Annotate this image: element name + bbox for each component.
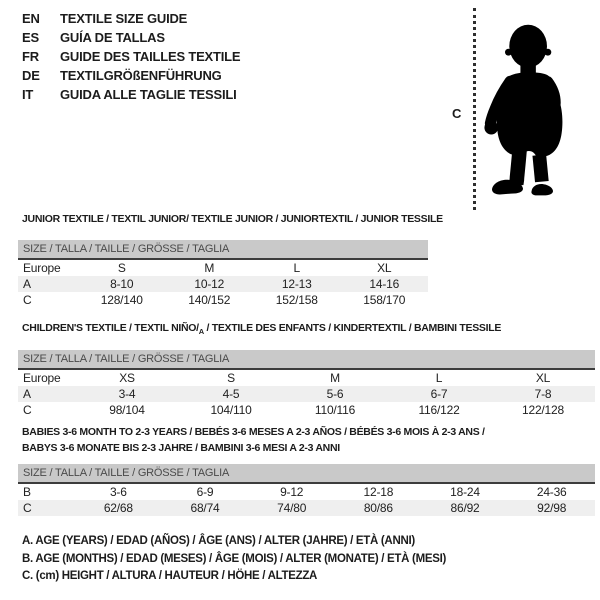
language-row-en	[22, 9, 240, 28]
language-row-fr	[22, 47, 240, 66]
table-row	[18, 292, 428, 308]
junior-section-title: JUNIOR TEXTILE / TEXTIL JUNIOR/ TEXTILE JUNIOR / JUNIORTEXTIL / JUNIOR TESSILE	[22, 213, 443, 225]
height-measure-label: C	[452, 106, 462, 121]
column-header: S	[117, 261, 126, 275]
table-header-row	[18, 260, 428, 276]
language-row-es	[22, 28, 240, 47]
footnote-b: B. AGE (MONTHS) / EDAD (MESES) / ÂGE (MOIS) / ALTER (MONATE) / ETÀ (MESI)	[22, 552, 447, 565]
cell-value: 3-4	[118, 387, 136, 401]
cell-value: 14-16	[369, 277, 400, 291]
cell-value: 62/68	[103, 501, 133, 515]
column-header: L	[435, 371, 443, 385]
cell-value: 6-7	[430, 387, 448, 401]
cell-value: 7-8	[534, 387, 552, 401]
cell-value: 98/104	[109, 403, 145, 417]
babies-title-line2: BABYS 3-6 MONATE BIS 2-3 JAHRE / BAMBINI 3-6 MESI A 2-3 ANNI	[22, 442, 340, 454]
footnote-legend	[22, 533, 446, 586]
footnote-c: C. (cm) HEIGHT / ALTURA / HAUTEUR / HÖHE / ALTEZZA	[22, 570, 318, 582]
title-part: / TEXTILE DES ENFANTS / KINDERTEXTIL / BAMBINI TESSILE	[203, 322, 502, 334]
table-header-row	[18, 370, 595, 386]
column-header: Europe	[23, 261, 61, 275]
row-label: A	[23, 277, 31, 291]
language-title-list	[22, 9, 240, 104]
cell-value: 140/152	[188, 293, 231, 307]
cell-value: 104/110	[210, 403, 252, 417]
language-code: ES	[22, 30, 39, 45]
cell-value: 8-10	[110, 277, 134, 291]
cell-value: 12-18	[363, 485, 394, 499]
cell-value: 158/170	[363, 293, 406, 307]
row-label: A	[23, 387, 31, 401]
table-row	[18, 484, 595, 500]
cell-value: 9-12	[280, 485, 304, 499]
cell-value: 86/92	[450, 501, 480, 515]
cell-value: 116/122	[418, 403, 460, 417]
row-label: B	[23, 485, 31, 499]
footnote-a: A. AGE (YEARS) / EDAD (AÑOS) / ÂGE (ANS) / ALTER (JAHRE) / ETÀ (ANNI)	[22, 535, 415, 547]
column-header: XS	[119, 371, 135, 385]
column-header: L	[293, 261, 300, 275]
size-header-bar: SIZE / TALLA / TAILLE / GRÖSSE / TAGLIA	[18, 464, 595, 484]
language-title: TEXTILGRÖßENFÜHRUNG	[60, 68, 222, 83]
babies-size-table	[18, 464, 595, 516]
table-row	[18, 500, 595, 516]
cell-value: 152/158	[275, 293, 318, 307]
babies-title-line1: BABIES 3-6 MONTH TO 2-3 YEARS / BEBÉS 3-6 MESES A 2-3 AÑOS / BÉBÉS 3-6 MOIS À 2-3 ANS /	[22, 426, 485, 438]
cell-value: 6-9	[196, 485, 214, 499]
column-header: M	[204, 261, 215, 275]
cell-value: 74/80	[277, 501, 307, 515]
row-label: C	[23, 403, 32, 417]
baby-silhouette-icon	[481, 5, 577, 210]
title-part: CHILDREN'S TEXTILE / TEXTIL NIÑO/	[22, 322, 199, 334]
cell-value: 92/98	[537, 501, 567, 515]
language-title: GUIDA ALLE TAGLIE TESSILI	[60, 87, 237, 102]
language-row-de	[22, 66, 240, 85]
row-label: C	[23, 501, 32, 515]
column-header: Europe	[23, 371, 61, 385]
column-header: S	[227, 371, 235, 385]
cell-value: 10-12	[194, 277, 225, 291]
children-section-title	[22, 320, 501, 340]
table-row	[18, 276, 428, 292]
size-header-bar: SIZE / TALLA / TAILLE / GRÖSSE / TAGLIA	[18, 240, 428, 260]
cell-value: 110/116	[314, 403, 356, 417]
cell-value: 18-24	[450, 485, 480, 499]
language-code: IT	[22, 87, 34, 102]
cell-value: 68/74	[190, 501, 220, 515]
title-subscript: A	[198, 327, 204, 337]
children-size-table	[18, 350, 595, 418]
cell-value: 3-6	[109, 485, 127, 499]
language-title: GUÍA DE TALLAS	[60, 30, 165, 45]
size-header-bar: SIZE / TALLA / TAILLE / GRÖSSE / TAGLIA	[18, 350, 595, 370]
cell-value: 128/140	[100, 293, 143, 307]
row-label: C	[23, 293, 32, 307]
cell-value: 122/128	[522, 403, 564, 417]
babies-section-title	[22, 424, 485, 456]
junior-size-table	[18, 240, 428, 308]
cell-value: 24-36	[536, 485, 567, 499]
height-dotted-line	[473, 8, 476, 210]
language-code: FR	[22, 49, 39, 64]
cell-value: 5-6	[326, 387, 344, 401]
column-header: XL	[377, 261, 392, 275]
table-row	[18, 402, 595, 418]
language-row-it	[22, 85, 240, 104]
column-header: M	[330, 371, 340, 385]
language-title: TEXTILE SIZE GUIDE	[60, 11, 188, 26]
cell-value: 80/86	[363, 501, 393, 515]
language-code: DE	[22, 68, 40, 83]
table-row	[18, 386, 595, 402]
cell-value: 4-5	[222, 387, 240, 401]
language-title: GUIDE DES TAILLES TEXTILE	[60, 49, 241, 64]
column-header: XL	[535, 371, 551, 385]
language-code: EN	[22, 11, 40, 26]
cell-value: 12-13	[281, 277, 312, 291]
